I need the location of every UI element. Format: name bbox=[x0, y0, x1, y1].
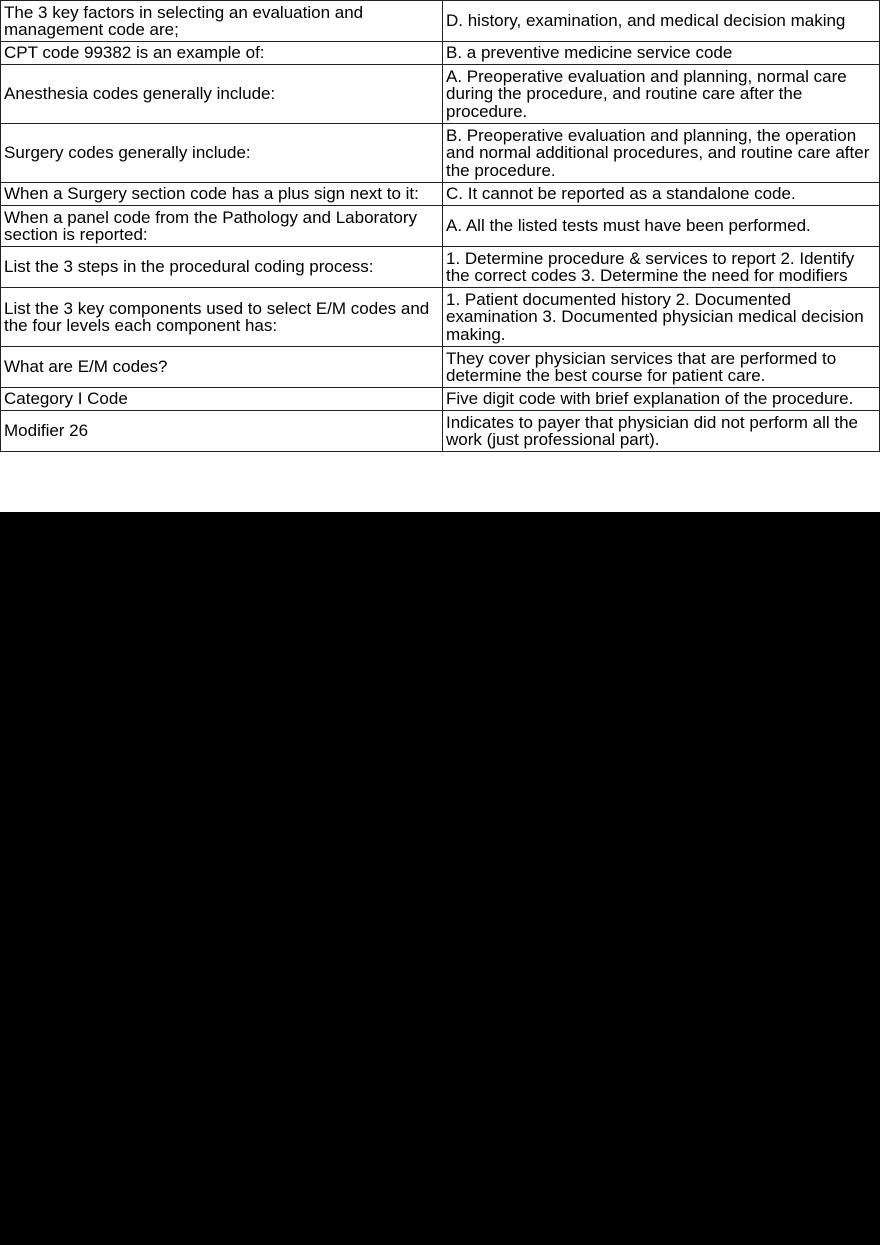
answer-cell: D. history, examination, and medical decision making bbox=[443, 1, 880, 42]
table-row bbox=[1, 124, 880, 183]
table-row bbox=[1, 65, 880, 124]
flashcard-table-body bbox=[1, 1, 880, 452]
question-cell: Modifier 26 bbox=[1, 411, 443, 452]
answer-cell: C. It cannot be reported as a standalone code. bbox=[443, 183, 880, 206]
table-row bbox=[1, 247, 880, 288]
table-row bbox=[1, 411, 880, 452]
answer-cell: B. a preventive medicine service code bbox=[443, 42, 880, 65]
table-row bbox=[1, 288, 880, 347]
question-cell: What are E/M codes? bbox=[1, 347, 443, 388]
table-row bbox=[1, 42, 880, 65]
table-row bbox=[1, 347, 880, 388]
answer-cell: B. Preoperative evaluation and planning, the operation and normal additional procedures, and routine care after the procedure. bbox=[443, 124, 880, 183]
answer-cell: 1. Patient documented history 2. Documented examination 3. Documented physician medical decision making. bbox=[443, 288, 880, 347]
question-cell: Surgery codes generally include: bbox=[1, 124, 443, 183]
question-cell: When a panel code from the Pathology and Laboratory section is reported: bbox=[1, 206, 443, 247]
table-row bbox=[1, 183, 880, 206]
question-cell: The 3 key factors in selecting an evaluation and management code are; bbox=[1, 1, 443, 42]
answer-cell: Indicates to payer that physician did not perform all the work (just professional part). bbox=[443, 411, 880, 452]
question-cell: Anesthesia codes generally include: bbox=[1, 65, 443, 124]
question-cell: List the 3 key components used to select E/M codes and the four levels each component has: bbox=[1, 288, 443, 347]
answer-cell: A. Preoperative evaluation and planning, normal care during the procedure, and routine care after the procedure. bbox=[443, 65, 880, 124]
question-cell: List the 3 steps in the procedural coding process: bbox=[1, 247, 443, 288]
blank-black-area bbox=[0, 512, 880, 1245]
flashcard-table bbox=[0, 0, 880, 452]
question-cell: Category I Code bbox=[1, 388, 443, 411]
table-row bbox=[1, 388, 880, 411]
answer-cell: Five digit code with brief explanation of the procedure. bbox=[443, 388, 880, 411]
table-row bbox=[1, 206, 880, 247]
table-row bbox=[1, 1, 880, 42]
question-cell: When a Surgery section code has a plus sign next to it: bbox=[1, 183, 443, 206]
answer-cell: They cover physician services that are performed to determine the best course for patient care. bbox=[443, 347, 880, 388]
answer-cell: 1. Determine procedure & services to report 2. Identify the correct codes 3. Determine the need for modifiers bbox=[443, 247, 880, 288]
answer-cell: A. All the listed tests must have been performed. bbox=[443, 206, 880, 247]
question-cell: CPT code 99382 is an example of: bbox=[1, 42, 443, 65]
